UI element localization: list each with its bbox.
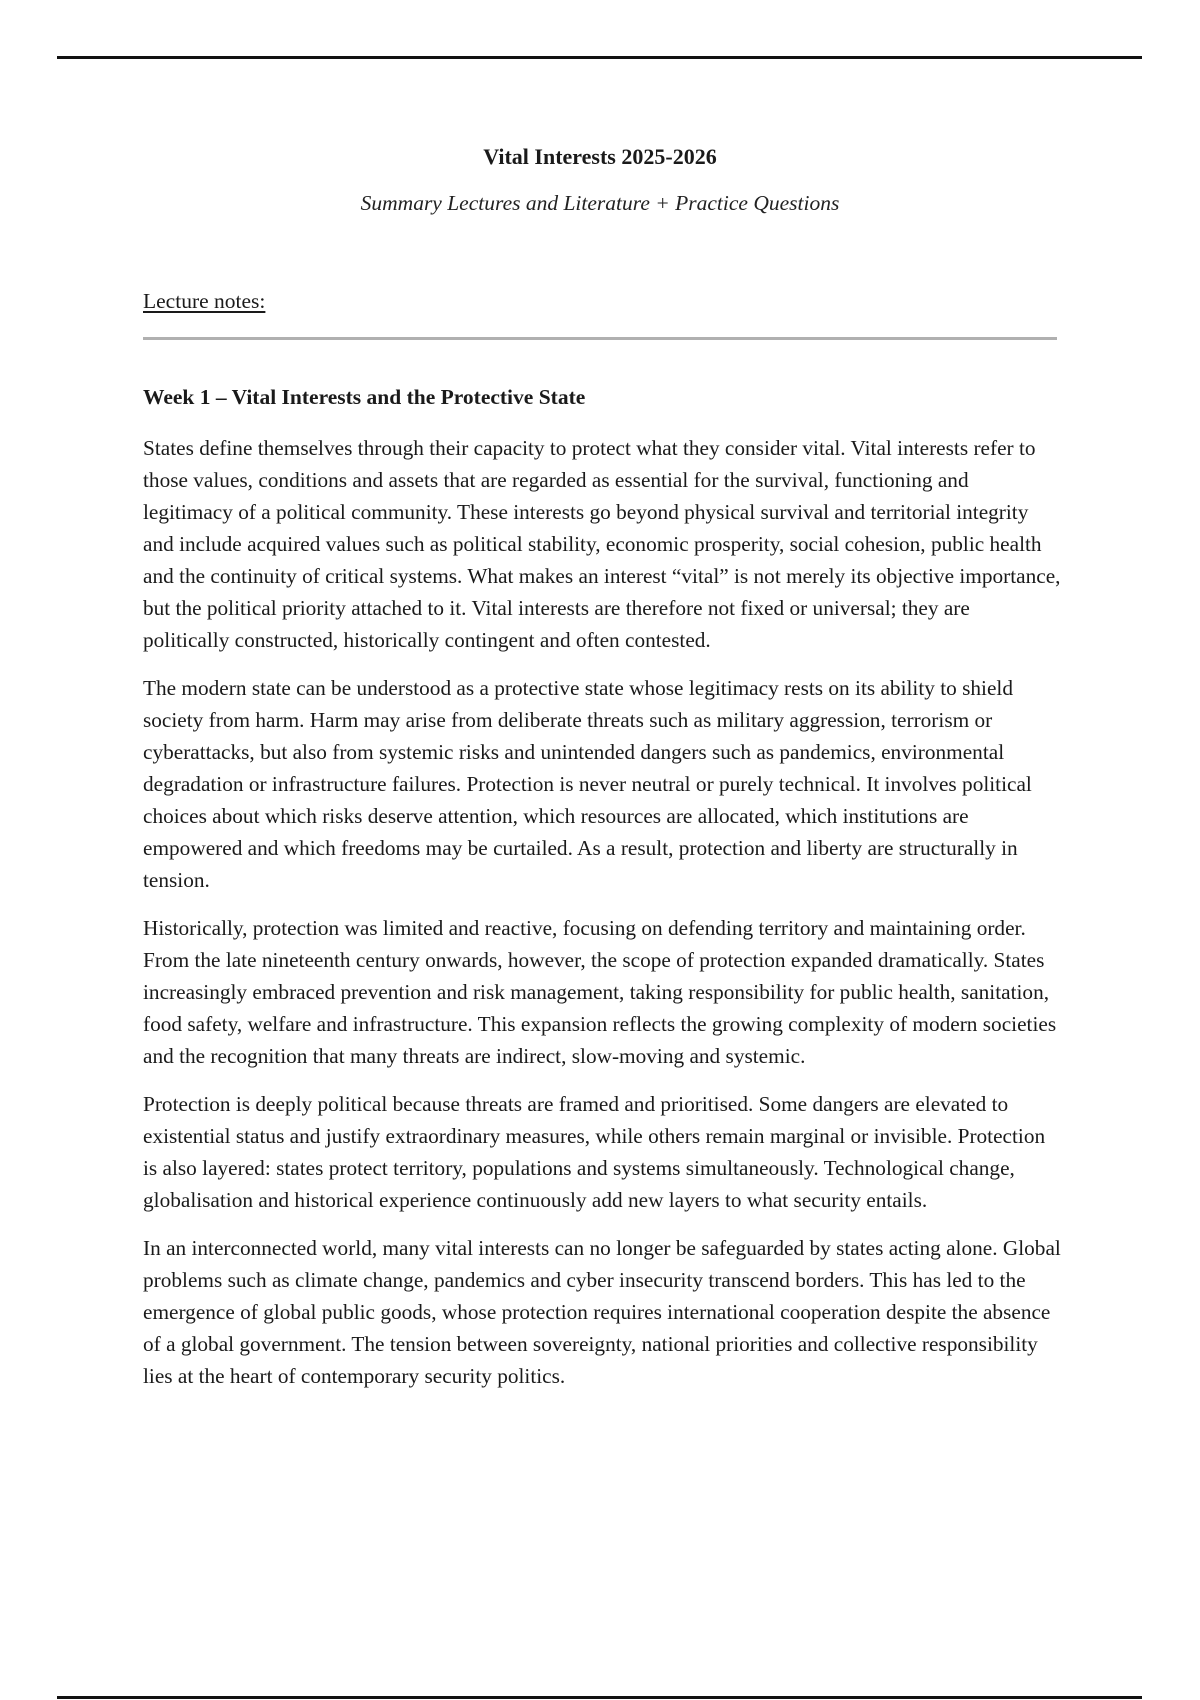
paragraph: States define themselves through their capacity to protect what they consider vital. Vital interests refer to those values, conditions and assets that are regarded as essential for the survival, functioning and legitimacy of a political community. These interests go beyond physical survival and territorial integrity and include acquired values such as political stability, economic prosperity, social cohesion, public health and the continuity of critical systems. What makes an interest “vital” is not merely its objective importance, but the political priority attached to it. Vital interests are therefore not fixed or universal; they are politically constructed, historically contingent and often contested. bbox=[143, 436, 1061, 652]
paragraph: Historically, protection was limited and reactive, focusing on defending territory and maintaining order. From the late nineteenth century onwards, however, the scope of protection expanded dramatically. States increasingly embraced prevention and risk management, taking responsibility for public health, sanitation, food safety, welfare and infrastructure. This expansion reflects the growing complexity of modern societies and the recognition that many threats are indirect, slow-moving and systemic. bbox=[143, 916, 1057, 1068]
page-bottom-rule bbox=[57, 1696, 1142, 1699]
section-divider bbox=[143, 337, 1057, 340]
section-label: Lecture notes: bbox=[143, 289, 266, 313]
document-body bbox=[143, 432, 1061, 1408]
document-title: Vital Interests 2025-2026 bbox=[483, 144, 717, 169]
document-subtitle: Summary Lectures and Literature + Practice Questions bbox=[360, 191, 840, 215]
page-top-rule bbox=[57, 56, 1142, 59]
paragraph: In an interconnected world, many vital interests can no longer be safeguarded by states acting alone. Global problems such as climate change, pandemics and cyber insecurity transcend borders. This has led to the emergence of global public goods, whose protection requires international cooperation despite the absence of a global government. The tension between sovereignty, national priorities and collective responsibility lies at the heart of contemporary security politics. bbox=[143, 1236, 1061, 1388]
paragraph: The modern state can be understood as a protective state whose legitimacy rests on its ability to shield society from harm. Harm may arise from deliberate threats such as military aggression, terrorism or cyberattacks, but also from systemic risks and unintended dangers such as pandemics, environmental degradation or infrastructure failures. Protection is never neutral or purely technical. It involves political choices about which risks deserve attention, which resources are allocated, which institutions are empowered and which freedoms may be curtailed. As a result, protection and liberty are structurally in tension. bbox=[143, 676, 1032, 892]
week-heading: Week 1 – Vital Interests and the Protective State bbox=[143, 385, 586, 409]
paragraph: Protection is deeply political because threats are framed and prioritised. Some dangers are elevated to existential status and justify extraordinary measures, while others remain marginal or invisible. Protection is also layered: states protect territory, populations and systems simultaneously. Technological change, globalisation and historical experience continuously add new layers to what security entails. bbox=[143, 1092, 1046, 1212]
